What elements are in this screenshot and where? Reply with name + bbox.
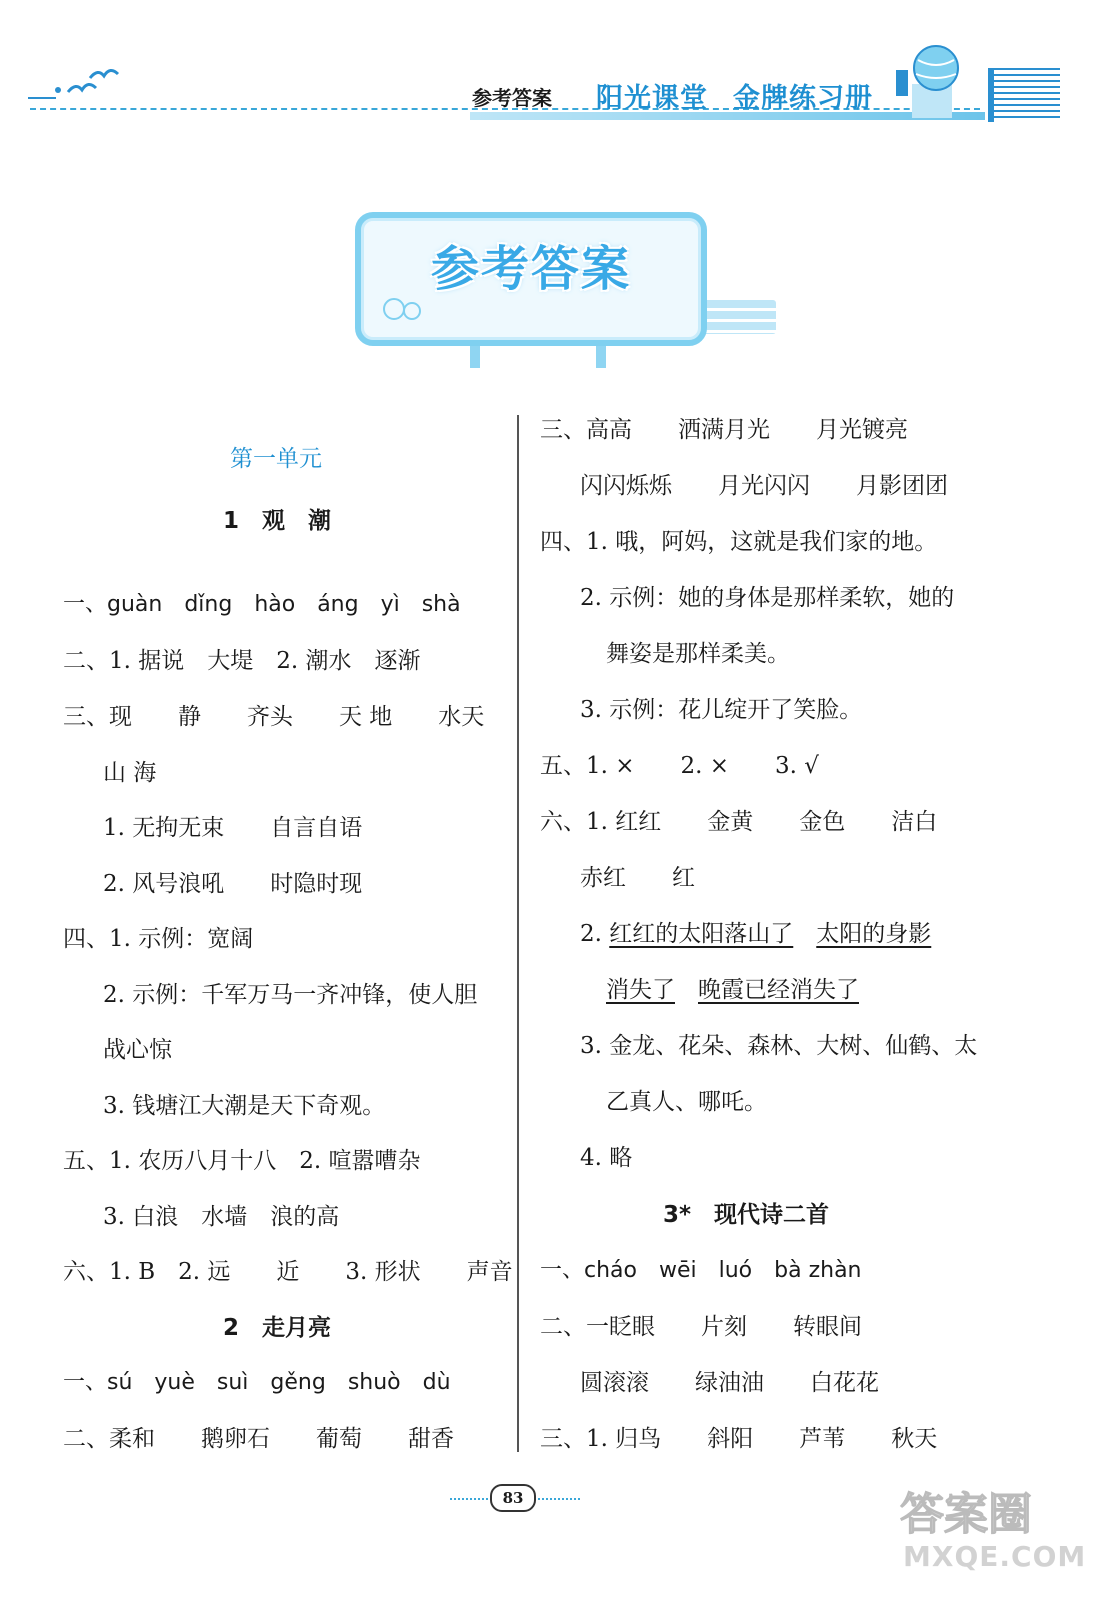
answer-line: 舞姿是那样柔美。: [606, 641, 790, 667]
page-number: 83: [490, 1484, 536, 1512]
watermark-url: MXQE.COM: [903, 1540, 1087, 1573]
answer-line: [580, 923, 931, 946]
answer-line: [606, 979, 859, 1002]
answer-line: 六、1. 红红 金黄 金色 洁白: [540, 809, 938, 835]
answer-line: 1. 无拘无束 自言自语: [103, 815, 363, 841]
answer-line: 圆滚滚 绿油油 白花花: [580, 1370, 879, 1396]
answer-line: 一、guàn dǐng hào áng yì shà: [63, 592, 461, 617]
bubbles-icon: [380, 295, 440, 325]
header-brand-1: 阳光课堂: [596, 83, 708, 114]
q62-prefix: 2.: [580, 921, 610, 947]
answer-line: 一、sú yuè suì gěng shuò dù: [63, 1370, 451, 1395]
globe-icon: [888, 40, 980, 120]
answer-line: 3. 白浪 水墙 浪的高: [103, 1204, 340, 1230]
answer-line: 3. 示例：花儿绽开了笑脸。: [580, 697, 863, 723]
header-section-label: 参考答案: [472, 86, 552, 110]
answer-line: 2. 示例：她的身体是那样柔软，她的: [580, 585, 955, 611]
answer-line: 四、1. 示例：宽阔: [63, 926, 254, 952]
column-divider: [517, 415, 519, 1452]
unit-heading: 第一单元: [230, 446, 322, 472]
answer-line: 二、一眨眼 片刻 转眼间: [540, 1314, 862, 1340]
answer-line: 四、1. 哦，阿妈，这就是我们家的地。: [540, 529, 938, 555]
q62-answer-d: 晚霞已经消失了: [698, 977, 859, 1003]
answer-line: 2. 示例：千军万马一齐冲锋，使人胆: [103, 982, 478, 1008]
lesson-2-title: 2 走月亮: [223, 1315, 332, 1341]
watermark-logo: 答案圈: [900, 1489, 1032, 1540]
answer-line: 二、1. 据说 大堤 2. 潮水 逐渐: [63, 648, 421, 674]
answer-line: 2. 风号浪吼 时隐时现: [103, 871, 363, 897]
answer-line: 五、1. 农历八月十八 2. 喧嚣嘈杂: [63, 1148, 421, 1174]
answer-line: 3. 金龙、花朵、森林、大树、仙鹤、太: [580, 1033, 978, 1059]
q62-answer-b: 太阳的身影: [816, 921, 932, 947]
answer-line: 4. 略: [580, 1145, 633, 1171]
answer-line: 3. 钱塘江大潮是天下奇观。: [103, 1093, 386, 1119]
answer-line: 山 海: [103, 760, 157, 786]
header-stripes: [988, 68, 1060, 122]
answer-line: 二、柔和 鹅卵石 葡萄 甜香: [63, 1426, 454, 1452]
answer-line: 闪闪烁烁 月光闪闪 月影团团: [580, 473, 948, 499]
answer-line: 三、1. 归鸟 斜阳 芦苇 秋天: [540, 1426, 938, 1452]
answer-line: 战心惊: [103, 1037, 172, 1063]
answer-line: 一、cháo wēi luó bà zhàn: [540, 1258, 862, 1283]
banner-title: 参考答案: [430, 241, 631, 297]
answer-line: 赤红 红: [580, 865, 695, 891]
lesson-3-title: 3* 现代诗二首: [663, 1202, 830, 1228]
lesson-1-title: 1 观 潮: [223, 508, 332, 534]
answer-line: 乙真人、哪吒。: [606, 1089, 767, 1115]
header-brand-2: 金牌练习册: [733, 83, 873, 114]
q62-answer-a: 红红的太阳落山了: [609, 921, 794, 947]
q62-answer-c: 消失了: [606, 977, 675, 1003]
answer-line: 三、高高 洒满月光 月光镀亮: [540, 417, 908, 443]
answer-line: 三、现 静 齐头 天 地 水天: [63, 704, 485, 730]
seagull-icon: [28, 62, 138, 112]
answer-line: 六、1. B 2. 远 近 3. 形状 声音: [63, 1259, 513, 1285]
answer-line: 五、1. × 2. × 3. √: [540, 753, 819, 779]
